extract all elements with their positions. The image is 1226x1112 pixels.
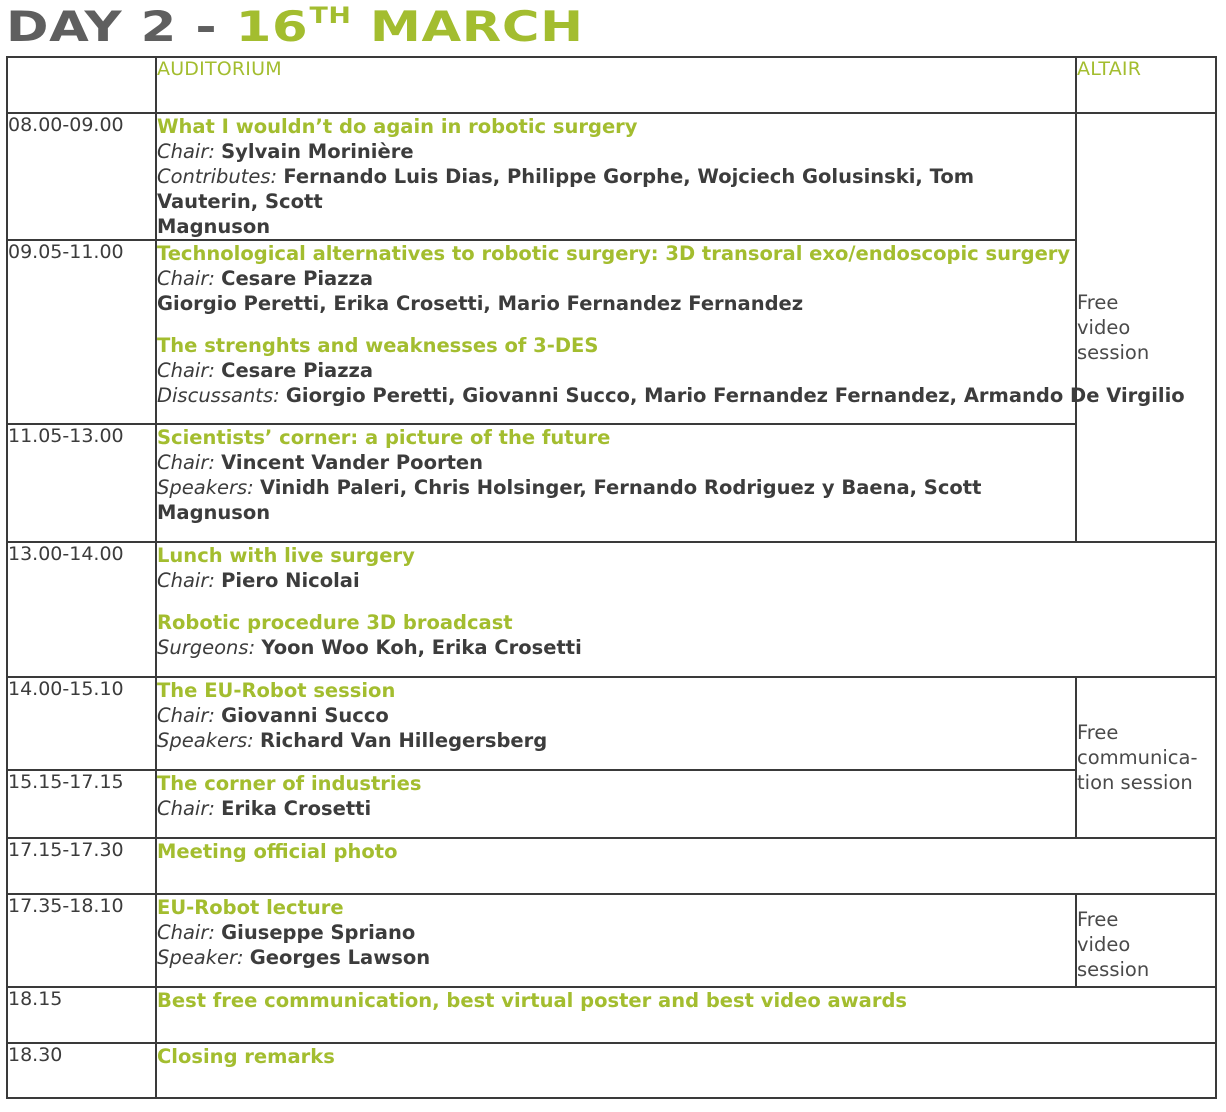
- chair-line: [157, 139, 1075, 164]
- session-title: What I wouldn’t do again in robotic surgery: [157, 115, 638, 138]
- time-slot: 13.00-14.00: [7, 542, 156, 677]
- header-altair: ALTAIR: [1076, 57, 1216, 113]
- session-cell: [156, 770, 1076, 838]
- schedule-row: [7, 677, 1216, 770]
- time-slot: 18.15: [7, 987, 156, 1043]
- chair-line: [157, 358, 1075, 383]
- chair-label: Chair:: [157, 704, 215, 727]
- contributors-line: [157, 164, 1075, 214]
- chair-name: Erika Crosetti: [221, 797, 372, 820]
- chair-line: [157, 266, 1075, 291]
- time-slot: 08.00-09.00: [7, 113, 156, 240]
- session-title: Closing remarks: [157, 1045, 335, 1068]
- speakers-line: [157, 728, 1075, 753]
- schedule-row: [7, 542, 1216, 677]
- chair-line: [157, 703, 1075, 728]
- surgeons-label: Surgeons:: [157, 636, 256, 659]
- title-date-number: 16: [235, 2, 309, 51]
- time-slot: 11.05-13.00: [7, 424, 156, 542]
- speaker-line: [157, 945, 1075, 970]
- chair-name: Giuseppe Spriano: [221, 921, 416, 944]
- time-slot: 09.05-11.00: [7, 240, 156, 424]
- time-slot: 15.15-17.15: [7, 770, 156, 838]
- altair-text-line: video: [1077, 933, 1131, 956]
- time-slot: 17.35-18.10: [7, 894, 156, 987]
- session-cell: [156, 894, 1076, 987]
- schedule-row: [7, 240, 1216, 424]
- schedule-row: [7, 424, 1216, 542]
- session-cell: [156, 1043, 1216, 1098]
- surgeons-line: [157, 635, 1215, 660]
- chair-name: Cesare Piazza: [221, 267, 374, 290]
- session-cell: [156, 424, 1076, 542]
- schedule-row: [7, 838, 1216, 894]
- session-title: Scientists’ corner: a picture of the future: [157, 426, 611, 449]
- speaker-name: Georges Lawson: [249, 946, 431, 969]
- altair-free-communication-session: [1076, 677, 1216, 838]
- altair-text-line: tion session: [1077, 771, 1193, 794]
- chair-line: [157, 568, 1215, 593]
- schedule-row: [7, 1043, 1216, 1098]
- discussants-label: Discussants:: [157, 384, 280, 407]
- chair-name: Piero Nicolai: [221, 569, 360, 592]
- speakers-line: [157, 475, 1075, 525]
- chair-name: Giovanni Succo: [221, 704, 389, 727]
- session-title: The corner of industries: [157, 772, 422, 795]
- schedule-row: [7, 113, 1216, 240]
- schedule-row: [7, 987, 1216, 1043]
- discussants-names: Giorgio Peretti, Giovanni Succo, Mario Fernandez Fernandez, Armando De Virgilio: [285, 384, 1185, 407]
- schedule-row: [7, 770, 1216, 838]
- title-date-suffix: TH: [309, 4, 352, 29]
- contributors-names: Fernando Luis Dias, Philippe Gorphe, Wojciech Golusinski, Tom Vauterin, Scott: [157, 165, 975, 213]
- altair-text-line: Free: [1077, 908, 1119, 931]
- session-title: Lunch with live surgery: [157, 544, 415, 567]
- chair-label: Chair:: [157, 451, 215, 474]
- contributors-label: Contributes:: [157, 165, 278, 188]
- chair-label: Chair:: [157, 797, 215, 820]
- session-title: The EU-Robot session: [157, 679, 396, 702]
- session-title: EU-Robot lecture: [157, 896, 344, 919]
- chair-name: Sylvain Morinière: [221, 140, 414, 163]
- header-time-cell: [7, 57, 156, 113]
- session-title: Robotic procedure 3D broadcast: [157, 611, 513, 634]
- altair-free-video-session: [1076, 113, 1216, 542]
- contributors-names-cont: Magnuson: [157, 215, 271, 238]
- discussants-line: [157, 383, 1185, 408]
- altair-text-line: Free: [1077, 721, 1119, 744]
- schedule-row: [7, 894, 1216, 987]
- chair-label: Chair:: [157, 569, 215, 592]
- altair-text-line: session: [1077, 341, 1150, 364]
- altair-text-line: session: [1077, 958, 1150, 981]
- altair-free-video-session: [1076, 894, 1216, 987]
- time-slot: 18.30: [7, 1043, 156, 1098]
- speakers-names: Vinidh Paleri, Chris Holsinger, Fernando Rodriguez y Baena, Scott Magnuson: [157, 476, 982, 524]
- chair-label: Chair:: [157, 921, 215, 944]
- title-month: MARCH: [351, 2, 584, 51]
- session-cell: [156, 838, 1216, 894]
- chair-label: Chair:: [157, 267, 215, 290]
- page-title: [6, 2, 584, 52]
- altair-text-line: Free: [1077, 291, 1119, 314]
- session-cell: [156, 987, 1216, 1043]
- chair-name: Cesare Piazza: [221, 359, 374, 382]
- altair-text-line: communica-: [1077, 746, 1198, 769]
- time-slot: 17.15-17.30: [7, 838, 156, 894]
- session-title: The strenghts and weaknesses of 3-DES: [157, 334, 599, 357]
- time-slot: 14.00-15.10: [7, 677, 156, 770]
- title-day: DAY 2 -: [6, 2, 236, 51]
- chair-line: [157, 450, 1075, 475]
- session-title: Technological alternatives to robotic surgery: 3D transoral exo/endoscopic surgery: [157, 242, 1071, 265]
- session-title: Best free communication, best virtual poster and best video awards: [157, 989, 908, 1012]
- header-row: [7, 57, 1216, 113]
- chair-name: Vincent Vander Poorten: [221, 451, 484, 474]
- speakers-names: Richard Van Hillegersberg: [259, 729, 548, 752]
- chair-label: Chair:: [157, 140, 215, 163]
- session-cell: [156, 677, 1076, 770]
- chair-line: [157, 920, 1075, 945]
- chair-label: Chair:: [157, 359, 215, 382]
- speakers-label: Speakers:: [157, 476, 254, 499]
- session-title: Meeting official photo: [157, 840, 398, 863]
- schedule-table: [6, 56, 1217, 1099]
- participants-names: Giorgio Peretti, Erika Crosetti, Mario Fernandez Fernandez: [157, 292, 804, 315]
- session-cell: [156, 542, 1216, 677]
- surgeons-names: Yoon Woo Koh, Erika Crosetti: [261, 636, 582, 659]
- header-auditorium: AUDITORIUM: [156, 57, 1076, 113]
- speakers-label: Speakers:: [157, 729, 254, 752]
- chair-line: [157, 796, 1075, 821]
- speaker-label: Speaker:: [157, 946, 244, 969]
- session-cell: [156, 113, 1076, 240]
- altair-text-line: video: [1077, 316, 1131, 339]
